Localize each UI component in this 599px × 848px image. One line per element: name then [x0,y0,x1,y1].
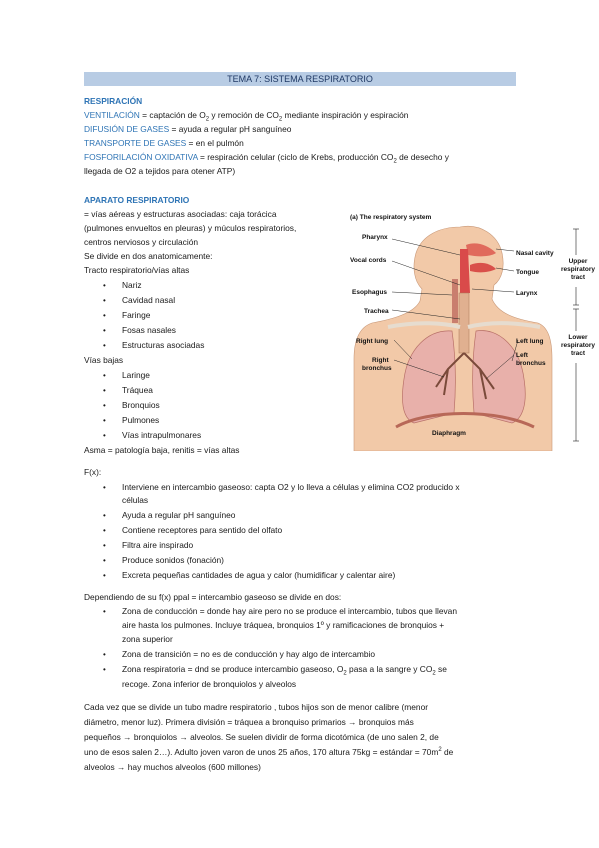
list-item: Laringe [122,370,150,380]
trachea-shape [459,293,469,353]
esophagus-shape [452,279,458,323]
bullet: • [103,326,106,335]
bullet: • [103,341,106,350]
zona-respiratoria-text-a: Zona respiratoria = dnd se produce intercambio gaseoso, O [122,664,344,674]
text-ventilacion-1: = captación de O [139,110,206,120]
bullet: • [103,401,106,410]
definition-difusion [84,123,291,137]
label-upper-tract-1: Upper [568,258,588,265]
bullet: • [103,526,106,535]
label-pharynx: Pharynx [362,234,388,241]
zona-respiratoria-text-c: se [435,664,447,674]
final-line-4-a: uno de esos salen 2…). Adulto joven varon de unos 25 años, 170 altura 75kg = estándar = 70m [84,747,439,757]
section-heading-respiracion: RESPIRACIÓN [84,96,143,106]
label-nasal-cavity: Nasal cavity [516,250,554,257]
bullet: • [103,416,106,425]
list-item-continuation: células [122,495,149,505]
label-trachea: Trachea [364,308,389,315]
label-larynx: Larynx [516,290,538,297]
vias-altas-heading: Tracto respiratorio/vías altas [84,265,190,275]
zona-respiratoria-line-1 [122,663,447,677]
term-ventilacion: VENTILACIÓN [84,110,140,120]
list-item: Contiene receptores para sentido del olfato [122,525,283,535]
list-item: Fosas nasales [122,325,176,335]
term-transporte: TRANSPORTE DE GASES [84,138,187,148]
term-difusion: DIFUSIÓN DE GASES [84,124,170,134]
subscript: 2 [393,158,397,165]
label-upper-tract-2: respiratory [561,266,595,273]
bullet: • [103,431,106,440]
list-item: Produce sonidos (fonación) [122,555,224,565]
definition-fosforilacion [84,151,449,165]
label-vocal-cords: Vocal cords [350,257,387,264]
final-line-3: pequeños → bronquiolos → alveolos. Se suelen dividir de forma dicotómica (de uno salen 2, de [84,732,439,742]
term-fosforilacion: FOSFORILACIÓN OXIDATIVA [84,152,198,162]
label-upper-tract-3: tract [570,274,586,281]
subscript: 2 [432,670,436,677]
final-line-5: alveolos → hay muchos alveolos (600 millones) [84,762,261,772]
zona-respiratoria-text-b: pasa a la sangre y CO [346,664,433,674]
bullet: • [103,650,106,659]
bullet: • [103,607,106,616]
subscript: 2 [205,116,210,123]
label-tongue: Tongue [516,269,539,276]
definition-transporte [84,137,244,151]
list-item: Vías intrapulmonares [122,430,202,440]
bullet: • [103,311,106,320]
list-item: Pulmones [122,415,160,425]
label-lower-tract-1: Lower [568,334,588,341]
text-fosforilacion-1: = respiración celular (ciclo de Krebs, producción CO [197,152,394,162]
vias-bajas-heading: Vías bajas [84,355,124,365]
list-item: Tráquea [122,385,153,395]
subscript: 2 [278,116,283,123]
text-transporte: = en el pulmón [186,138,244,148]
label-left-bronchus-1: Left [516,352,528,359]
aparato-line-4: Se divide en dos anatomicamente: [84,251,213,261]
label-lower-tract-3: tract [570,350,586,357]
zona-conduccion-line-1: Zona de conducción = donde hay aire pero no se produce el intercambio, tubos que llevan [122,606,457,616]
text-fosforilacion-2: de desecho y [396,152,449,162]
text-ventilacion-2: y remoción de CO [209,110,279,120]
list-item: Filtra aire inspirado [122,540,194,550]
figure-title: (a) The respiratory system [350,214,432,221]
subscript: 2 [343,670,347,677]
bullet: • [103,371,106,380]
asma-note: Asma = patología baja, renitis = vías altas [84,445,240,455]
bullet: • [103,483,106,492]
section-heading-aparato: APARATO RESPIRATORIO [84,195,190,205]
list-item: Interviene en intercambio gaseoso: capta O2 y lo lleva a células y elimina CO2 producido x [122,482,460,492]
label-left-bronchus-2: bronchus [516,360,546,367]
label-lower-tract-2: respiratory [561,342,595,349]
list-item: Bronquios [122,400,160,410]
aparato-line-3: centros nerviosos y circulación [84,237,199,247]
final-line-2: diámetro, menor luz). Primera división = tráquea a bronquiso primarios → bronquios más [84,717,414,727]
zona-transicion: Zona de transición = no es de conducción y hay algo de intercambio [122,649,376,659]
list-item: Estructuras asociadas [122,340,205,350]
text-fosforilacion-line2: llegada de O2 a tejidos para otener ATP) [84,166,236,176]
label-diaphragm: Diaphragm [432,430,466,437]
bullet: • [103,281,106,290]
definition-ventilacion [84,109,408,123]
label-right-bronchus-1: Right [372,357,389,364]
label-right-bronchus-2: bronchus [362,365,392,372]
list-item: Nariz [122,280,142,290]
list-item: Ayuda a regular pH sanguíneo [122,510,236,520]
page-title: TEMA 7: SISTEMA RESPIRATORIO [84,72,516,86]
label-left-lung: Left lung [516,338,544,345]
zona-conduccion-line-3: zona superior [122,634,173,644]
label-esophagus: Esophagus [352,289,388,296]
aparato-line-2: (pulmones envueltos en pleuras) y múculos respiratorios, [84,223,297,233]
zona-respiratoria-line-2: recoge. Zona inferior de bronquiolos y alveolos [122,679,297,689]
funciones-heading: F(x): [84,467,102,477]
final-line-4 [84,746,453,760]
final-line-4-b: de [441,747,454,757]
label-right-lung: Right lung [356,338,389,345]
aparato-line-1: = vías aéreas y estructuras asociadas: caja torácica [84,209,277,219]
list-item: Faringe [122,310,151,320]
final-line-1: Cada vez que se divide un tubo madre respiratorio , tubos hijos son de menor calibre (menor [84,702,429,712]
bullet: • [103,296,106,305]
text-difusion: = ayuda a regular pH sanguíneo [169,124,292,134]
list-item: Excreta pequeñas cantidades de agua y calor (humidificar y calentar aire) [122,570,396,580]
bullet: • [103,556,106,565]
text-ventilacion-3: mediante inspiración y espiración [282,110,409,120]
bullet: • [103,511,106,520]
zona-conduccion-line-2: aire hasta los pulmones. Incluye tráquea, bronquios 1º y ramificaciones de bronquios + [122,620,445,630]
bullet: • [103,571,106,580]
list-item: Cavidad nasal [122,295,176,305]
superscript: 2 [438,747,442,754]
bullet: • [103,386,106,395]
bullet: • [103,541,106,550]
zonas-intro: Dependiendo de su f(x) ppal = intercambio gaseoso se divide en dos: [84,592,342,602]
bullet: • [103,665,106,674]
respiratory-system-figure [348,209,598,451]
